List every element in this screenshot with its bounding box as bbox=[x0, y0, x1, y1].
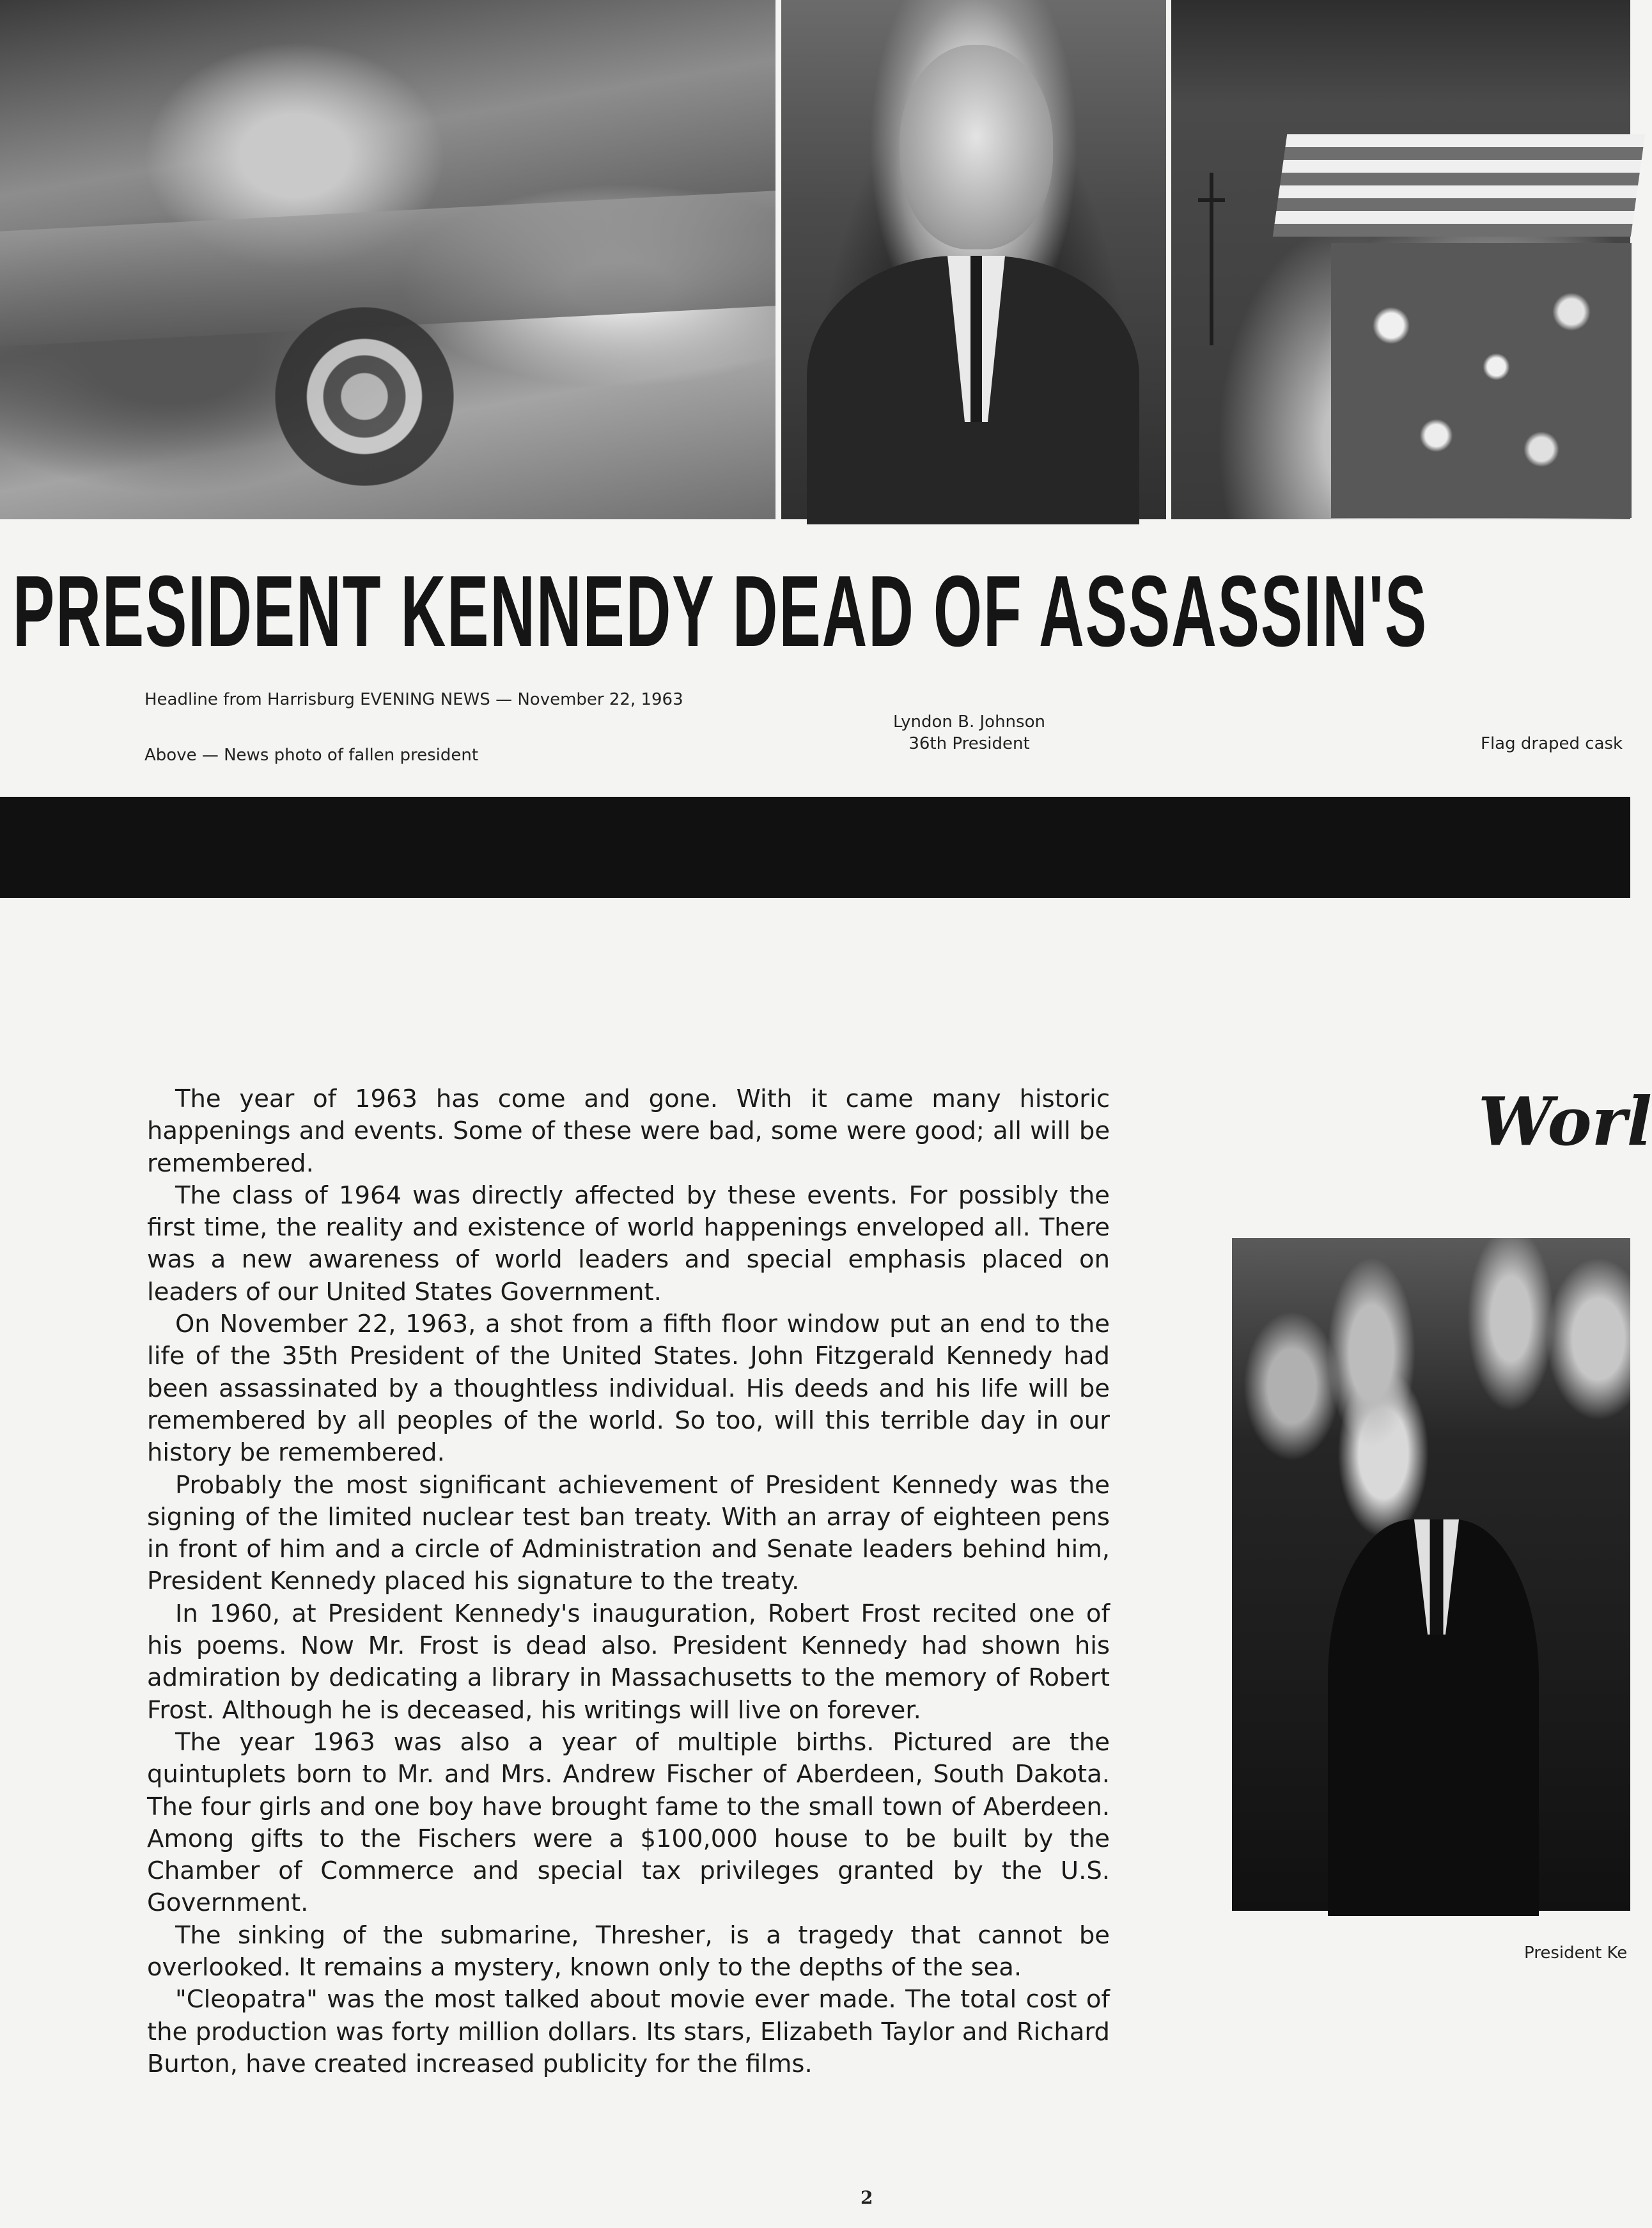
johnson-caption-title: 36th President bbox=[908, 734, 1030, 753]
paragraph: In 1960, at President Kennedy's inauguration, Robert Frost recited one of his poems. Now Mr. Frost is dead also. President Kennedy had shown his admiration by dedicating a library in Massachusetts to the memory of Robert Frost. Although he is deceased, his writings will live on forever. bbox=[147, 1599, 1110, 1725]
paragraph: The year of 1963 has come and gone. With it came many historic happenings and events. Some of these were bad, some were good; all will be remembered. bbox=[147, 1085, 1110, 1178]
flowers-shape bbox=[1331, 243, 1632, 518]
johnson-caption-name: Lyndon B. Johnson bbox=[893, 712, 1045, 732]
treaty-signing-photo bbox=[1232, 1238, 1630, 1911]
flag-shape bbox=[1273, 134, 1645, 237]
treaty-signing-caption: President Ke bbox=[1524, 1943, 1628, 1963]
headline-source-caption: Headline from Harrisburg EVENING NEWS — November 22, 1963 bbox=[144, 690, 683, 709]
paragraph: The year 1963 was also a year of multiple births. Pictured are the quintuplets born to Mr. and Mrs. Andrew Fischer of Aberdeen, South Dakota. The four girls and one boy have brought fame to the small town of Aberdeen. Among gifts to the Fischers were a $100,000 house to be built by the Chamber of Commerce and special tax privileges granted by the U.S. Government. bbox=[147, 1727, 1110, 1918]
johnson-caption bbox=[873, 711, 1065, 755]
paragraph: "Cleopatra" was the most talked about movie ever made. The total cost of the production was forty million dollars. Its stars, Elizabeth Taylor and Richard Burton, have created increased publicity for the films. bbox=[147, 1985, 1110, 2078]
paragraph: The class of 1964 was directly affected by these events. For possibly the first time, the reality and existence of world happenings enveloped all. There was a new awareness of world leaders and special emphasis placed on leaders of our United States Government. bbox=[147, 1181, 1110, 1306]
paragraph: Probably the most significant achievement of President Kennedy was the signing of the limited nuclear test ban treaty. With an array of eighteen pens in front of him and a circle of Administration and Senate leaders behind him, President Kennedy placed his signature to the treaty. bbox=[147, 1470, 1110, 1596]
paragraph: The sinking of the submarine, Thresher, is a tragedy that cannot be overlooked. It remains a mystery, known only to the depths of the sea. bbox=[147, 1920, 1110, 1982]
page-number: 2 bbox=[861, 2187, 873, 2208]
black-divider-band bbox=[0, 797, 1630, 898]
face-shape bbox=[900, 45, 1053, 249]
johnson-portrait-photo bbox=[781, 0, 1166, 519]
fallen-president-news-photo bbox=[0, 0, 775, 519]
paragraph: On November 22, 1963, a shot from a fifth floor window put an end to the life of the 35th President of the United States. John Fitzgerald Kennedy had been assassinated by a thoughtless individual. His deeds and his life will be remembered by all peoples of the world. So too, will this terrible day in our history be remembered. bbox=[147, 1310, 1110, 1468]
cross-shape bbox=[1210, 173, 1213, 345]
flag-draped-casket-photo bbox=[1171, 0, 1630, 519]
article-body bbox=[147, 1083, 1110, 2080]
headline: PRESIDENT KENNEDY DEAD OF ASSASSIN'S bbox=[13, 555, 1428, 668]
casket-caption: Flag draped cask bbox=[1481, 734, 1623, 753]
above-photo-caption: Above — News photo of fallen president bbox=[144, 746, 479, 765]
section-title: Worl bbox=[1478, 1082, 1652, 1161]
car-wheel-shape bbox=[275, 307, 454, 486]
